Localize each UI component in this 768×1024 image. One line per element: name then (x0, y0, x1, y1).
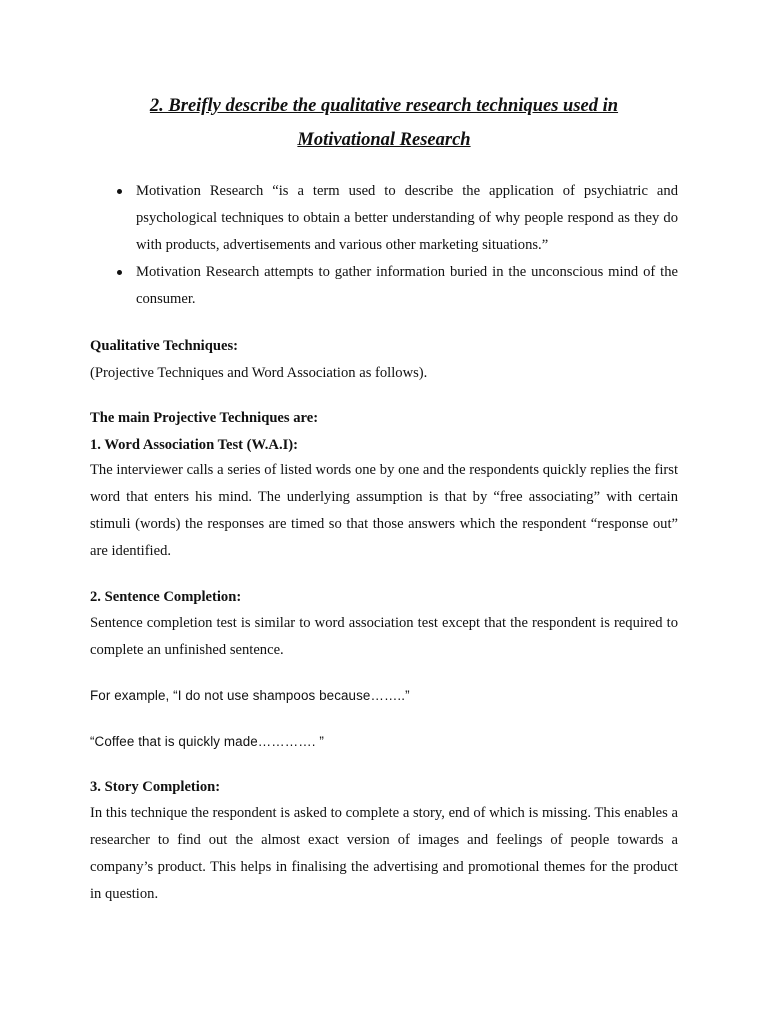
sentence-completion-example-2: “Coffee that is quickly made…………. ” (90, 734, 324, 749)
sentence-completion-heading: 2. Sentence Completion: (90, 589, 242, 605)
bullet-text: Motivation Research “is a term used to describe the application of psychiatric and psychological techniques to obtain a better understanding of why people respond as they do with products, advertisements and various other marketing situations.” (136, 183, 678, 253)
qualitative-techniques-heading: Qualitative Techniques: (90, 338, 238, 354)
bullet-dot-icon (117, 270, 122, 275)
sentence-completion-body: Sentence completion test is similar to word association test except that the respondent is required to complete an unfinished sentence. (90, 615, 678, 658)
document-title-line-1: 2. Breifly describe the qualitative research techniques used in (149, 96, 619, 116)
bullet-item (0, 259, 768, 313)
document-title-line-2: Motivational Research (297, 130, 471, 150)
bullet-list (0, 178, 768, 313)
bullet-text: Motivation Research attempts to gather information buried in the unconscious mind of the consumer. (136, 264, 678, 307)
qualitative-techniques-subtitle: (Projective Techniques and Word Association as follows). (90, 365, 428, 381)
projective-techniques-heading: The main Projective Techniques are: (90, 410, 319, 426)
bullet-item (0, 178, 768, 259)
sentence-completion-example-1: For example, “I do not use shampoos because……..” (90, 688, 410, 703)
word-association-body: The interviewer calls a series of listed words one by one and the respondents quickly replies the first word that enters his mind. The underlying assumption is that by “free associating” with certain stimuli (words) the responses are timed so that those answers which the respondent “response out” are identified. (90, 462, 678, 559)
word-association-heading: 1. Word Association Test (W.A.I): (90, 437, 298, 453)
story-completion-heading: 3. Story Completion: (90, 779, 221, 795)
story-completion-body: In this technique the respondent is asked to complete a story, end of which is missing. This enables a researcher to find out the almost exact version of images and feelings of people towards a company’s product. This helps in finalising the advertising and promotional themes for the product in question. (90, 805, 678, 902)
bullet-dot-icon (117, 189, 122, 194)
